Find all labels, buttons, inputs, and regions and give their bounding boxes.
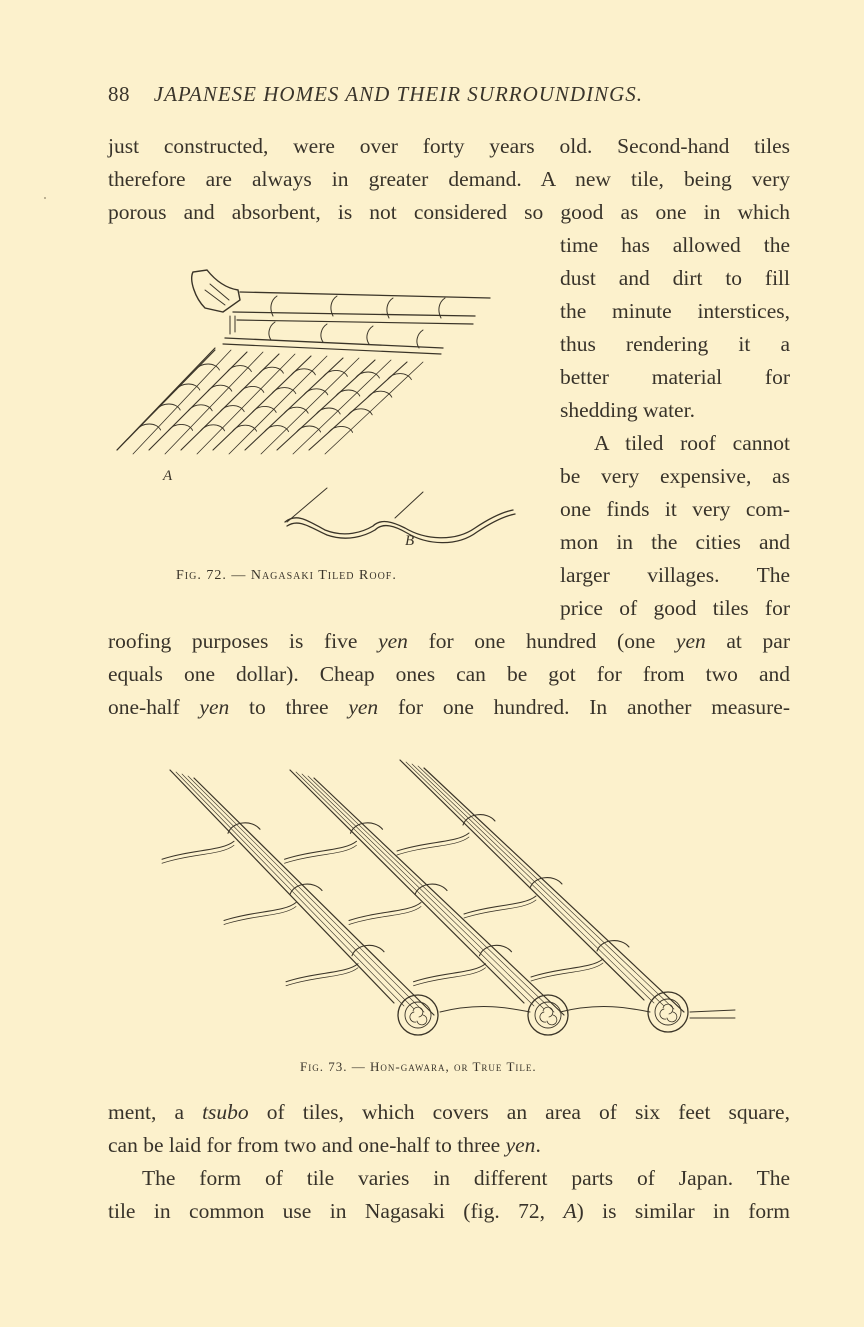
figure-73-illustration bbox=[150, 750, 750, 1050]
text-line: one-half yen to three yen for one hundred. In another measure- bbox=[108, 695, 790, 719]
pan-tile-edge bbox=[162, 845, 234, 863]
pan-tile-edge bbox=[224, 907, 296, 925]
pan-tile-edge bbox=[397, 837, 469, 855]
tile-joint bbox=[188, 405, 212, 411]
text-line: time has allowed the bbox=[560, 233, 790, 257]
text-line: dust and dirt to fill bbox=[560, 266, 790, 290]
running-head bbox=[108, 82, 798, 107]
tile-row-shade bbox=[133, 350, 231, 454]
tile-line bbox=[406, 762, 654, 1003]
text-line: thus rendering it a bbox=[560, 332, 790, 356]
tile-line bbox=[170, 770, 394, 1003]
ridge-beams bbox=[223, 292, 490, 354]
text-line: one finds it very com- bbox=[560, 497, 790, 521]
tile-end-disc bbox=[528, 995, 568, 1035]
tile-line bbox=[400, 760, 644, 1000]
pan-tile-edge bbox=[464, 900, 536, 918]
tile-row-shade bbox=[165, 352, 263, 454]
figure-72-illustration bbox=[105, 260, 525, 560]
text-line: The form of tile varies in different parts of Japan. The bbox=[142, 1166, 790, 1190]
tile-line bbox=[176, 772, 404, 1006]
text-line: equals one dollar). Cheap ones can be got for from two and bbox=[108, 662, 790, 686]
pan-tile-edge bbox=[349, 907, 421, 925]
tile-joint bbox=[252, 406, 276, 412]
text-line: mon in the cities and bbox=[560, 530, 790, 554]
tile-joint bbox=[220, 406, 244, 412]
text-line: shedding water. bbox=[560, 398, 695, 422]
text-line: porous and absorbent, is not considered so good as one in which bbox=[108, 200, 790, 224]
text-line: ment, a tsubo of tiles, which covers an area of six feet square, bbox=[108, 1100, 790, 1124]
tile-joint bbox=[348, 409, 372, 415]
pan-tile-edge bbox=[531, 963, 603, 981]
tile-line bbox=[296, 772, 534, 1006]
tile-joint bbox=[284, 407, 308, 413]
tile-line bbox=[302, 774, 544, 1009]
text-line: therefore are always in greater demand. A new tile, being very bbox=[108, 167, 790, 191]
crest-tomoe bbox=[410, 1007, 427, 1025]
pan-tile-edge bbox=[285, 845, 357, 863]
tile-joint bbox=[227, 366, 251, 372]
paper-speck bbox=[44, 197, 46, 199]
tile-line bbox=[412, 764, 664, 1006]
tile-line bbox=[290, 770, 524, 1003]
text-line: roofing purposes is five yen for one hundred (one yen at par bbox=[108, 629, 791, 653]
text-line: price of good tiles for bbox=[560, 596, 790, 620]
text-line: the minute interstices, bbox=[560, 299, 790, 323]
crest-tomoe bbox=[660, 1004, 677, 1022]
crest-tomoe bbox=[540, 1007, 557, 1025]
roof-tiles bbox=[117, 348, 423, 454]
tile-joint bbox=[291, 369, 315, 375]
text-line: can be laid for from two and one-half to three yen. bbox=[108, 1133, 541, 1157]
figure-73-caption: Fig. 73. — Hon-gawara, or True Tile. bbox=[300, 1059, 537, 1074]
text-line: tile in common use in Nagasaki (fig. 72, A) is similar in form bbox=[108, 1199, 790, 1223]
tile-end-disc bbox=[648, 992, 688, 1032]
text-line: be very expensive, as bbox=[560, 464, 790, 488]
text-line: A tiled roof cannot bbox=[594, 431, 790, 455]
tile-line bbox=[308, 776, 554, 1012]
tile-profile-b bbox=[285, 488, 515, 543]
pan-tile-edge bbox=[414, 968, 486, 986]
label-b: B bbox=[405, 533, 415, 549]
pan-tile-edge bbox=[286, 968, 358, 986]
tile-joint bbox=[259, 367, 283, 373]
tile-end-disc bbox=[398, 995, 438, 1035]
page-number: 88 bbox=[108, 82, 130, 106]
running-title: JAPANESE HOMES AND THEIR SURROUNDINGS. bbox=[153, 82, 644, 106]
tile-joint bbox=[316, 408, 340, 414]
eave-line bbox=[440, 1007, 735, 1018]
text-line: larger villages. The bbox=[560, 563, 790, 587]
figure-72-caption: Fig. 72. — Nagasaki Tiled Roof. bbox=[176, 568, 397, 583]
ridge-ornament bbox=[192, 270, 240, 312]
text-line: better material for bbox=[560, 365, 790, 389]
text-line: just constructed, were over forty years old. Second-hand tiles bbox=[108, 134, 790, 158]
tile-line bbox=[182, 774, 414, 1009]
label-a: A bbox=[163, 468, 173, 484]
true-tile-rows bbox=[162, 760, 735, 1035]
